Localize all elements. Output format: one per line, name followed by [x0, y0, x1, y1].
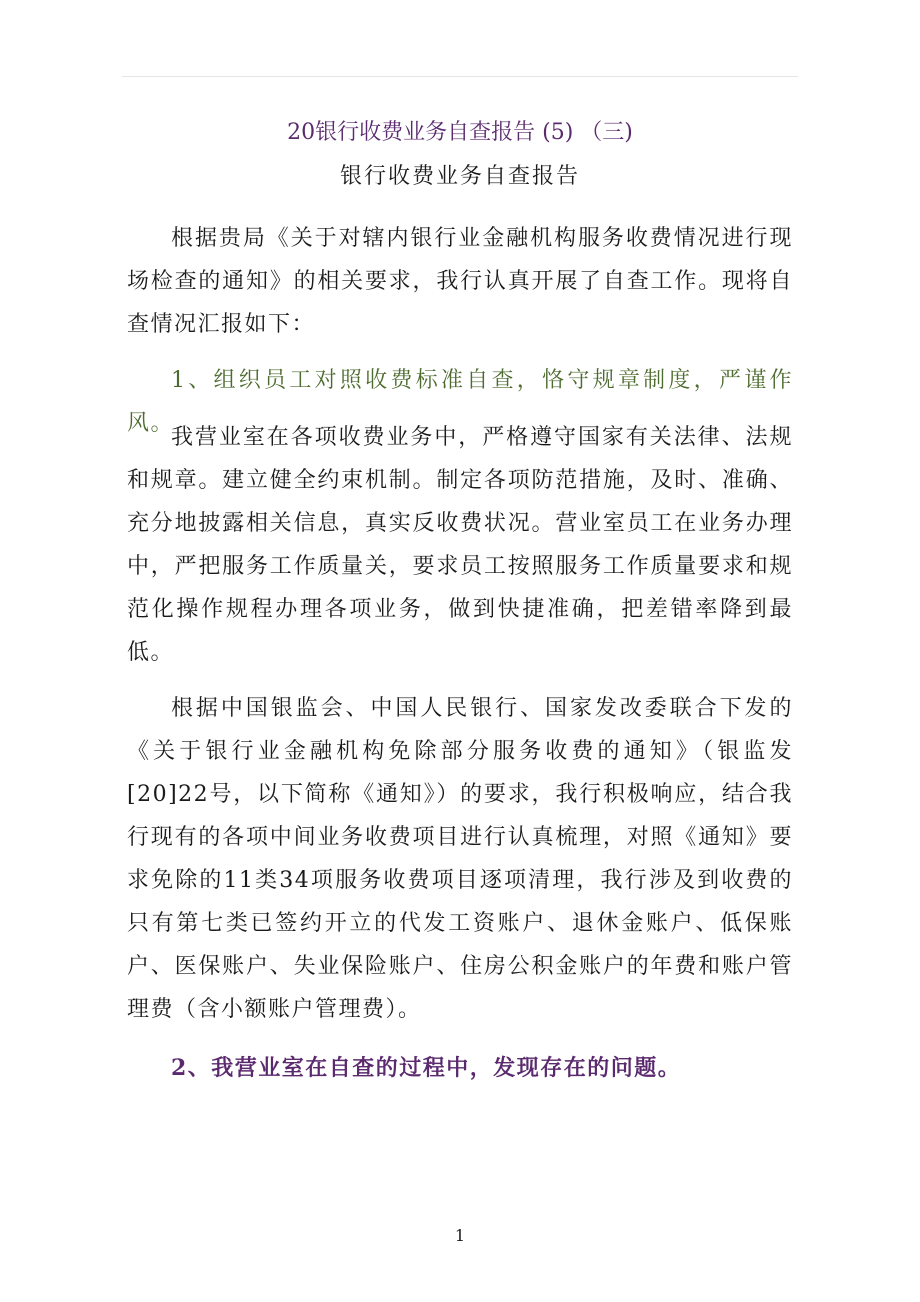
document-title: 20银行收费业务自查报告 (5) （三) — [287, 120, 633, 145]
paragraph-compliance: 我营业室在各项收费业务中，严格遵守国家有关法律、法规和规章。建立健全约束机制。制定各项防范措施，及时、准确、充分地披露相关信息，真实反收费状况。营业室员工在业务办理中，严把服务工作质量关，要求员工按照服务工作质量要求和规范化操作规程办理各项业务，做到快捷准确，把差错率降到最低。 — [127, 425, 793, 665]
section-heading-2: 2、我营业室在自查的过程中，发现存在的问题。 — [171, 1055, 682, 1081]
page-number: 1 — [454, 1226, 466, 1245]
header-divider — [122, 76, 798, 77]
section-heading-1: 1、组织员工对照收费标准自查，恪守规章制度，严谨作风。 — [127, 368, 793, 436]
paragraph-intro: 根据贵局《关于对辖内银行业金融机构服务收费情况进行现场检查的通知》的相关要求，我行认真开展了自查工作。现将自查情况汇报如下： — [127, 226, 793, 337]
paragraph-fee-exemption: 根据中国银监会、中国人民银行、国家发改委联合下发的《关于银行业金融机构免除部分服务收费的通知》（银监发[20]22号，以下简称《通知》）的要求，我行积极响应，结合我行现有的各项中间业务收费项目进行认真梳理，对照《通知》要求免除的11类34项服务收费项目逐项清理，我行涉及到收费的只有第七类已签约开立的代发工资账户、退休金账户、低保账户、医保账户、失业保险账户、住房公积金账户的年费和账户管理费（含小额账户管理费）。 — [127, 696, 793, 1022]
document-subtitle: 银行收费业务自查报告 — [339, 164, 580, 189]
